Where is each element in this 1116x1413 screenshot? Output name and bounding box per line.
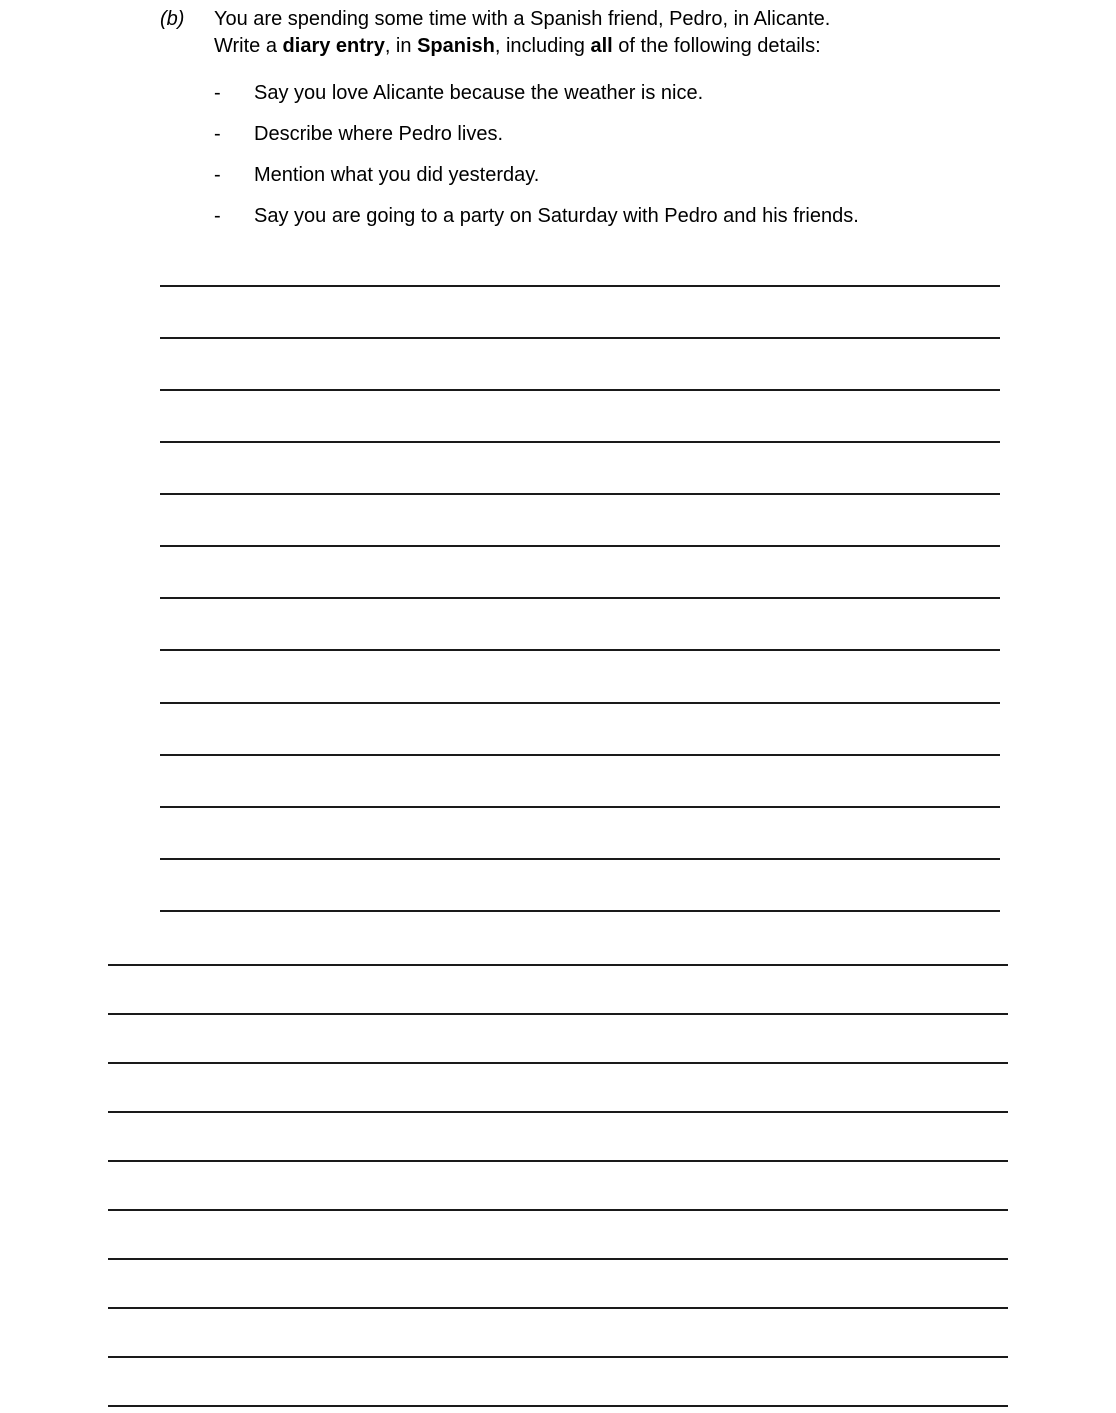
answer-line[interactable] (108, 1062, 1008, 1064)
prompt-text: , in (384, 35, 418, 57)
answer-line[interactable] (108, 1356, 1008, 1358)
answer-line[interactable] (160, 285, 1000, 287)
answer-line[interactable] (108, 1160, 1008, 1162)
answer-line[interactable] (160, 649, 1000, 651)
prompt-bold-diary-entry: diary entry (282, 35, 385, 57)
prompt-line-1: You are spending some time with a Spanish friend, Pedro, in Alicante. (214, 8, 831, 30)
list-item-text: Describe where Pedro lives. (254, 123, 503, 145)
answer-line[interactable] (160, 441, 1000, 443)
list-item (210, 80, 859, 121)
list-item-text: Mention what you did yesterday. (254, 164, 540, 186)
dash-marker: - (214, 205, 221, 227)
list-item-text: Say you love Alicante because the weather is nice. (254, 82, 704, 104)
answer-line[interactable] (160, 337, 1000, 339)
answer-line[interactable] (108, 1405, 1008, 1407)
question-label: (b) (160, 8, 185, 30)
prompt-text: Write a (214, 35, 283, 57)
answer-line[interactable] (108, 1307, 1008, 1309)
prompt-text: , including (494, 35, 591, 57)
answer-line[interactable] (108, 964, 1008, 966)
list-item (210, 203, 859, 244)
dash-marker: - (214, 164, 221, 186)
prompt-bold-all: all (590, 35, 613, 57)
question-prompt (214, 6, 1074, 60)
prompt-bold-spanish: Spanish (417, 35, 495, 57)
answer-line[interactable] (160, 858, 1000, 860)
list-item-text: Say you are going to a party on Saturday with Pedro and his friends. (254, 205, 859, 227)
list-item (210, 162, 859, 203)
details-list (210, 80, 859, 244)
answer-line[interactable] (108, 1013, 1008, 1015)
answer-line[interactable] (160, 806, 1000, 808)
answer-line[interactable] (160, 597, 1000, 599)
answer-line[interactable] (108, 1111, 1008, 1113)
prompt-line-2 (214, 33, 1074, 60)
list-item (210, 121, 859, 162)
answer-line[interactable] (160, 389, 1000, 391)
answer-line[interactable] (160, 545, 1000, 547)
answer-line[interactable] (160, 754, 1000, 756)
answer-line[interactable] (108, 1258, 1008, 1260)
answer-line[interactable] (108, 1209, 1008, 1211)
answer-line[interactable] (160, 493, 1000, 495)
answer-line[interactable] (160, 910, 1000, 912)
dash-marker: - (214, 82, 221, 104)
prompt-text: of the following details: (612, 35, 821, 57)
dash-marker: - (214, 123, 221, 145)
answer-line[interactable] (160, 702, 1000, 704)
